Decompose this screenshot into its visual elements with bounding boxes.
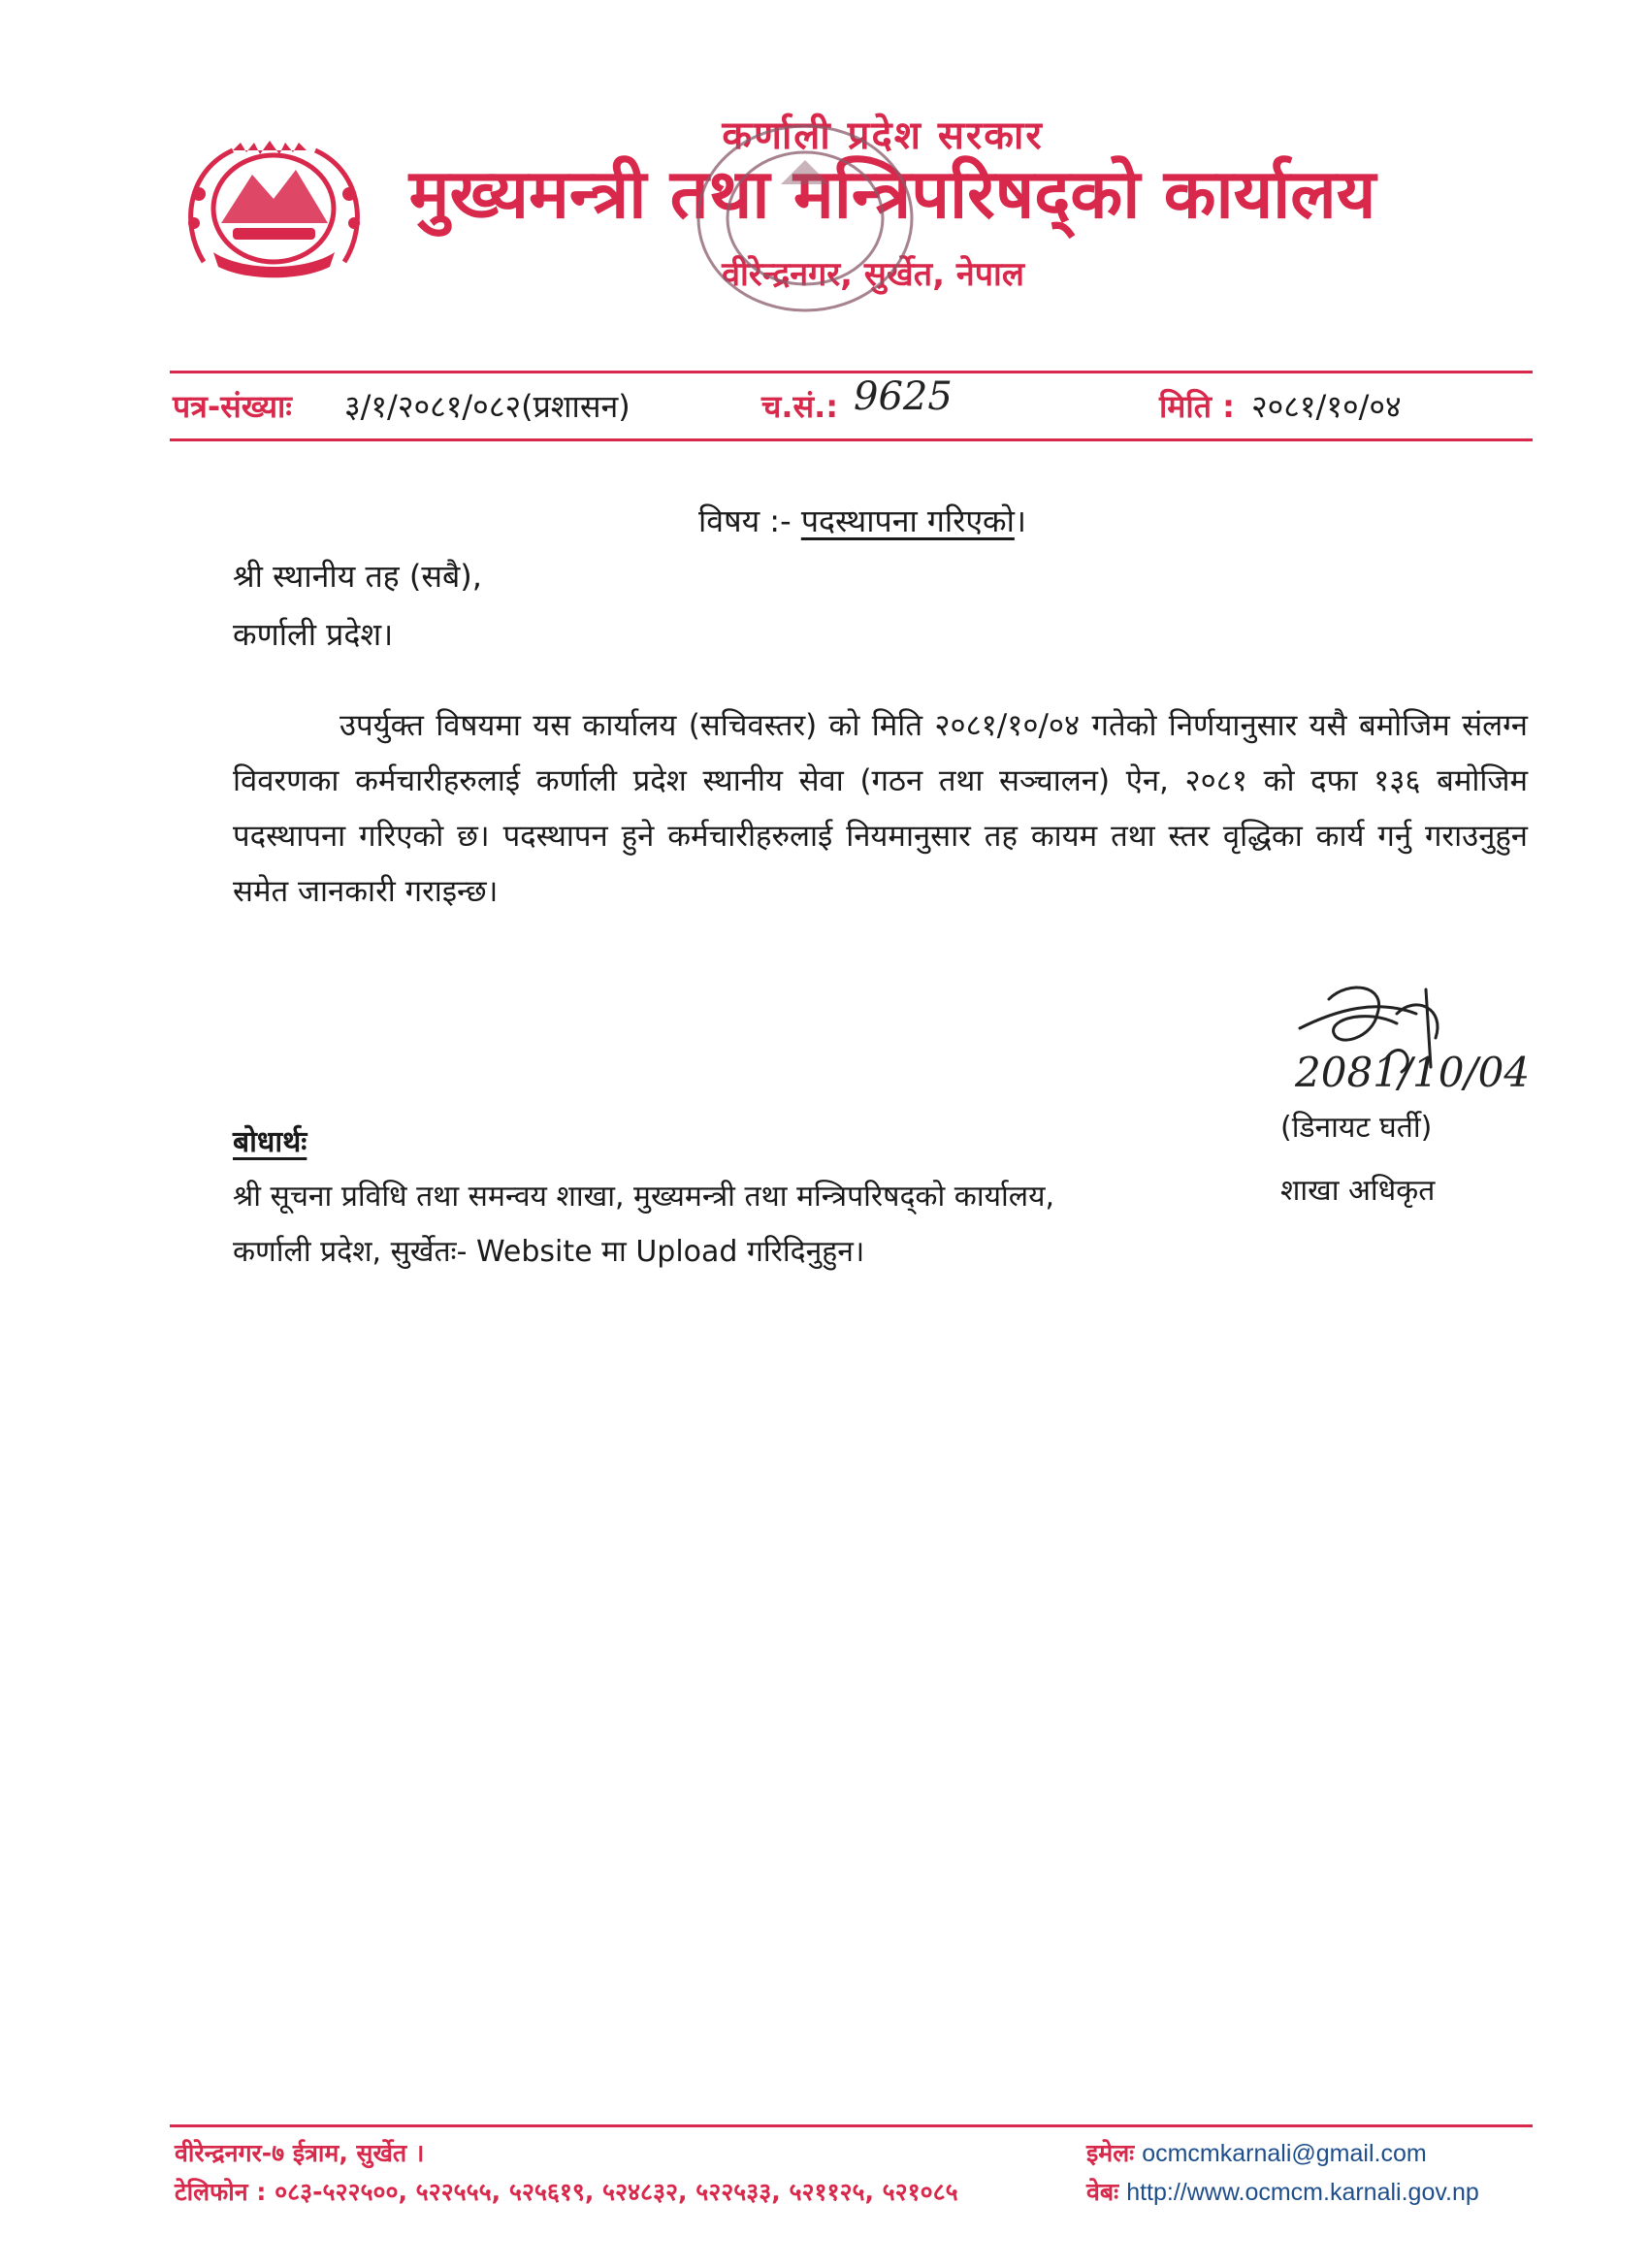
subject-text: पदस्थापना गरिएको bbox=[800, 502, 1015, 539]
addressee-line-1: श्री स्थानीय तह (सबै), bbox=[233, 558, 482, 595]
addressee-line-2: कर्णाली प्रदेश। bbox=[233, 616, 394, 653]
date-value: २०८१/१०/०४ bbox=[1251, 388, 1402, 425]
patra-sankhya-value: ३/१/२०८१/०८२(प्रशासन) bbox=[344, 388, 630, 425]
chalani-label: च.सं.: bbox=[761, 388, 839, 425]
government-name: कर्णाली प्रदेश सरकार bbox=[722, 113, 1044, 158]
cc-line-2: कर्णाली प्रदेश, सुर्खेतः- Website मा Upload गरिदिनुहुन। bbox=[233, 1235, 865, 1269]
footer-email-value[interactable]: ocmcmkarnali@gmail.com bbox=[1142, 2140, 1427, 2167]
patra-sankhya-label: पत्र-संख्याः bbox=[173, 388, 292, 425]
footer-phone bbox=[175, 2173, 958, 2212]
footer-email-label: इमेलः bbox=[1086, 2139, 1135, 2167]
footer-right bbox=[1086, 2134, 1479, 2212]
letterhead-divider-top bbox=[170, 371, 1533, 373]
subject-label: विषय :- bbox=[698, 502, 792, 539]
footer-web bbox=[1086, 2173, 1479, 2212]
letter-body-paragraph: उपर्युक्त विषयमा यस कार्यालय (सचिवस्तर) को मिति २०८१/१०/०४ गतेको निर्णयानुसार यसै बमोजिम संलग्न विवरणका कर्मचारीहरुलाई कर्णाली प्रदेश स्थानीय सेवा (गठन तथा सञ्चालन) ऐन, २०८१ को दफा १३६ बमोजिम पदस्थापना गरिएको छ। पदस्थापन हुने कर्मचारीहरुलाई नियमानुसार तह कायम तथा स्तर वृद्धिका कार्य गर्नु गराउनुहुन समेत जानकारी गराइन्छ। bbox=[233, 708, 1528, 909]
signatory-name: (डिनायट घर्ती) bbox=[1280, 1111, 1433, 1145]
coat-of-arms-emblem bbox=[175, 116, 373, 286]
handwritten-signature bbox=[1280, 970, 1552, 1116]
cc-heading: बोधार्थः bbox=[233, 1125, 307, 1159]
footer-left bbox=[175, 2134, 958, 2212]
subject-line bbox=[698, 500, 1026, 541]
signature-date: 2081/10/04 bbox=[1295, 1049, 1531, 1096]
chalani-value: 9625 bbox=[854, 374, 953, 419]
footer-email bbox=[1086, 2134, 1479, 2173]
footer-phone-value: ०८३-५२२५००, ५२२५५५, ५२५६१९, ५२४८३२, ५२२५३३, ५२११२५, ५२१०८५ bbox=[275, 2178, 958, 2206]
footer-phone-label: टेलिफोन : bbox=[175, 2178, 267, 2206]
office-name: मुख्यमन्त्री तथा मन्त्रिपरिषद्को कार्यालय bbox=[408, 154, 1376, 234]
letterhead-divider-bottom bbox=[170, 438, 1533, 441]
footer-divider bbox=[170, 2124, 1533, 2127]
footer-web-value[interactable]: http://www.ocmcm.karnali.gov.np bbox=[1126, 2179, 1479, 2206]
footer-web-label: वेबः bbox=[1086, 2178, 1119, 2206]
footer-address: वीरेन्द्रनगर-७ ईत्राम, सुर्खेत । bbox=[175, 2139, 425, 2167]
cc-line-1: श्री सूचना प्रविधि तथा समन्वय शाखा, मुख्यमन्त्री तथा मन्त्रिपरिषद्को कार्यालय, bbox=[233, 1180, 1055, 1214]
subject-end: । bbox=[1014, 502, 1027, 539]
signatory-designation: शाखा अधिकृत bbox=[1280, 1174, 1436, 1208]
office-address: वीरेन्द्रनगर, सुर्खेत, नेपाल bbox=[722, 255, 1024, 294]
office-seal-stamp bbox=[684, 116, 926, 320]
date-label: मिति : bbox=[1159, 388, 1235, 425]
